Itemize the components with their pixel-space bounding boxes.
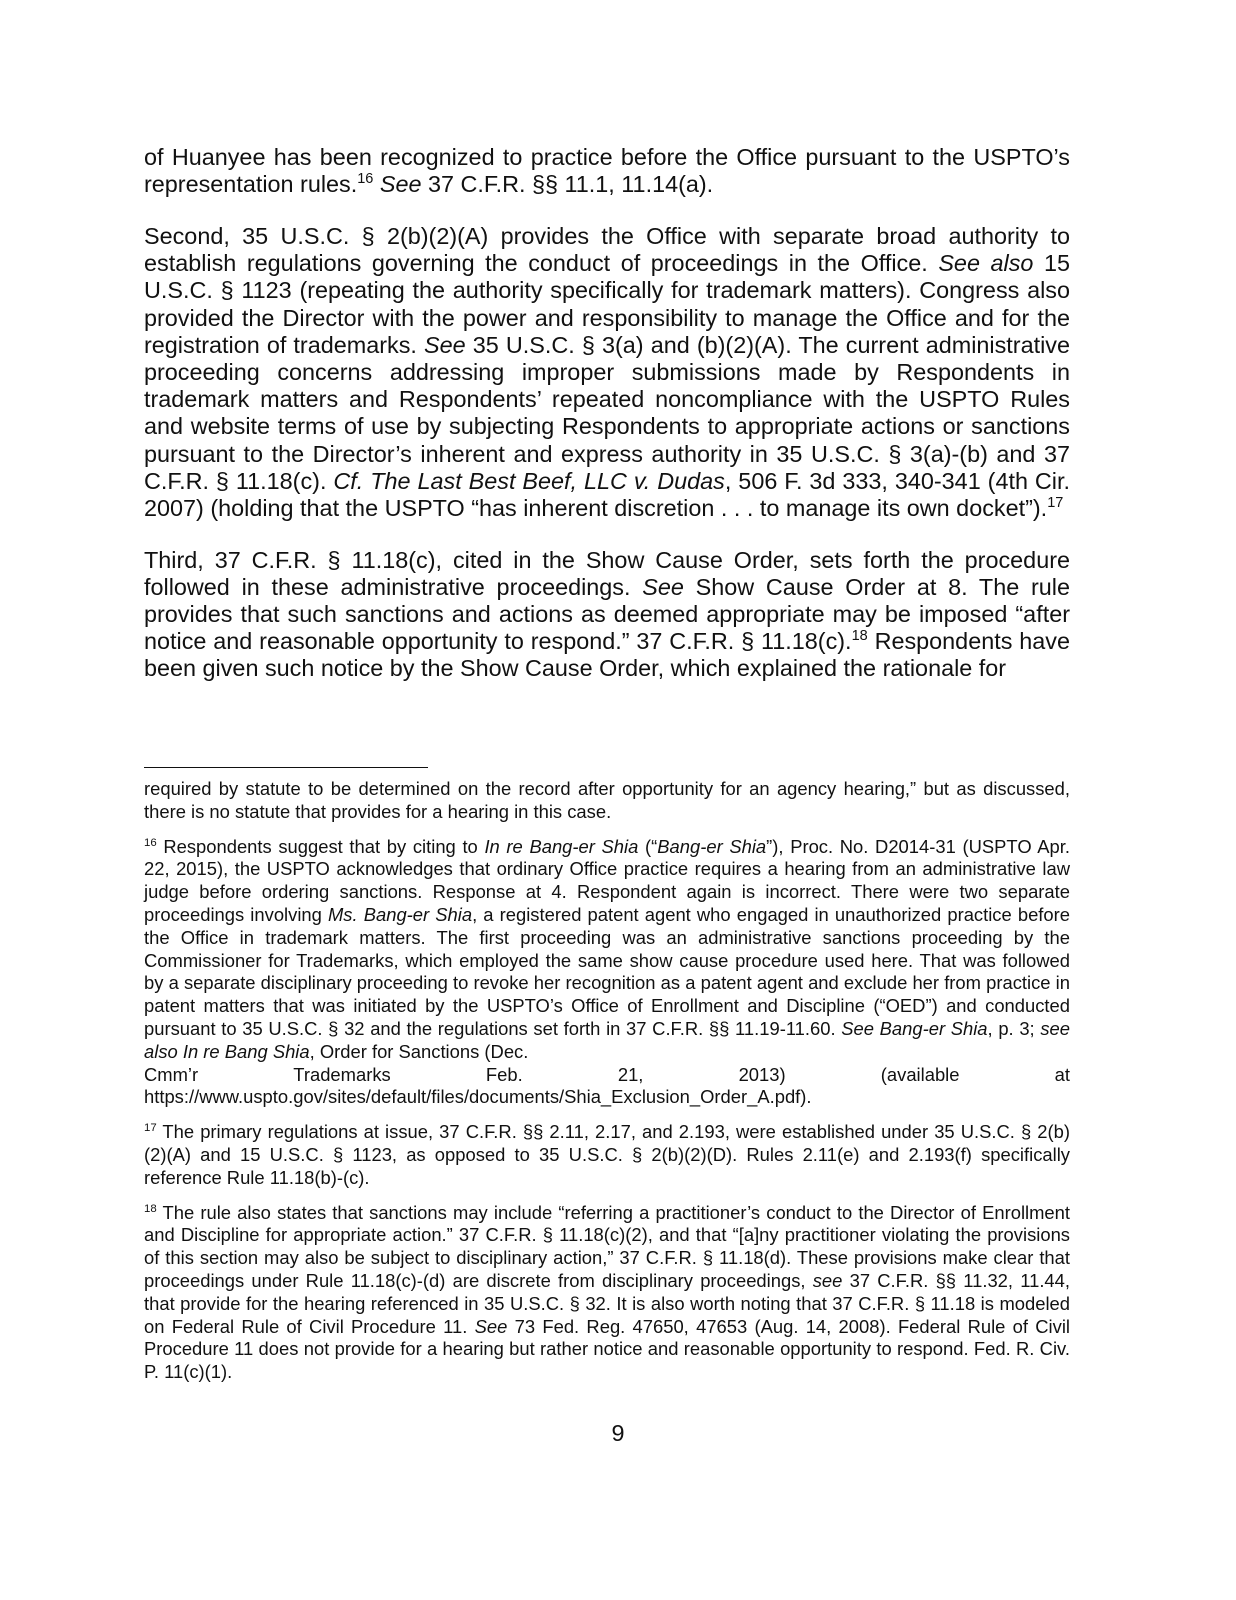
footnote-ref: 18 — [144, 1202, 157, 1215]
footnote-ref: 18 — [851, 628, 868, 645]
paragraph-third — [144, 547, 1070, 683]
footnotes — [144, 778, 1070, 1396]
italic-citation: In re Bang-er Shia — [484, 835, 639, 857]
footnote-ref: 16 — [144, 836, 157, 849]
text-run: of Huanyee has been recognized to practice before the Office pursuant to the USPTO’s representation rules. — [144, 144, 1070, 198]
text-run: Third, 37 C.F.R. § 11.18(c), cited in the Show Cause Order, sets forth the procedure followed in these administrative proceedings. — [144, 546, 1070, 600]
footnote-16 — [144, 836, 1070, 1110]
paragraph-continuation — [144, 144, 1070, 198]
text-run: 37 C.F.R. §§ 11.1, 11.14(a). — [421, 171, 714, 198]
paragraph-second — [144, 223, 1070, 522]
text-run: The primary regulations at issue, 37 C.F.R. §§ 2.11, 2.17, and 2.193, were established under 35 U.S.C. § 2(b)(2)(A) and 15 U.S.C. § 1123, as opposed to 35 U.S.C. § 2(b)(2)(D). Rules 2.11(e) and 2.193(f) specifically reference Rule 11.18(b)-(c). — [144, 1121, 1070, 1188]
footnote-ref: 17 — [1047, 495, 1064, 512]
footnote-17 — [144, 1121, 1070, 1189]
text-run: 35 U.S.C. § 3(a) and (b)(2)(A). The current administrative proceeding concerns addressing improper submissions made by Respondents in trademark matters and Respondents’ repeated noncompliance with the USPTO Rules and website terms of use by subjecting Respondents to appropriate actions or sanctions pursuant to the Director’s inherent and express authority in 35 U.S.C. § 3(a)-(b) and 37 C.F.R. § 11.18(c). — [144, 331, 1070, 494]
text-run: Show Cause Order at 8. The rule provides that such sanctions and actions as deemed appropriate may be imposed “after notice and reasonable opportunity to respond.” 37 C.F.R. § 11.18(c). — [144, 573, 1070, 655]
text-run: 73 Fed. Reg. 47650, 47653 (Aug. 14, 2008). Federal Rule of Civil Procedure 11 does not provide for a hearing but rather notice and reasonable opportunity to respond. Fed. R. Civ. P. 11(c)(1). — [144, 1315, 1070, 1383]
footnote-ref: 17 — [144, 1122, 157, 1135]
fn16-word: 21, — [617, 1063, 644, 1085]
italic-citation: Ms. Bang-er Shia — [327, 903, 473, 925]
footnote-ref: 16 — [357, 171, 374, 188]
fn16-word: Trademarks — [293, 1063, 391, 1085]
italic-citation: See — [379, 171, 422, 198]
text-run: , 506 F. 3d 333, 340-341 (4th Cir. 2007) (holding that the USPTO “has inherent discretion . . . to manage its own docket”). — [144, 467, 1070, 521]
italic-citation: Bang-er Shia — [657, 835, 767, 857]
text-run: 15 U.S.C. § 1123 (repeating the authority specifically for trademark matters). Congress also provided the Director with the power and responsibility to manage the Office and for the registration of trademarks. — [144, 250, 1070, 358]
italic-citation: See Bang-er Shia — [841, 1017, 988, 1039]
footnote-16-body — [144, 836, 1070, 1064]
text-run: Respondents have been given such notice by the Show Cause Order, which explained the rationale for — [144, 628, 1070, 682]
text-run: required by statute to be determined on the record after opportunity for an agency hearing,” but as discussed, there is no statute that provides for a hearing in this case. — [144, 778, 1070, 822]
text-run: ”), Proc. No. D2014-31 (USPTO Apr. 22, 2015), the USPTO acknowledges that ordinary Office practice requires a hearing from an administrative law judge before ordering sanctions. Response at 4. Respondent again is incorrect. There were two separate proceedings involving — [144, 835, 1070, 925]
fn16-word: Feb. — [485, 1063, 523, 1085]
fn16-word: Cmm’r — [144, 1063, 199, 1085]
text-run: The rule also states that sanctions may include “referring a practitioner’s conduct to the Director of Enrollment and Discipline for appropriate action.” 37 C.F.R. § 11.18(c)(2), and that “[a]ny practitioner violating the provisions of this section may also be subject to disciplinary action,” 37 C.F.R. § 11.18(d). These provisions make clear that proceedings under Rule 11.18(c)-(d) are discrete from disciplinary proceedings, — [144, 1201, 1070, 1291]
italic-citation: See — [642, 573, 684, 600]
main-text — [144, 144, 1070, 707]
fn16-word: (available — [880, 1063, 960, 1085]
fn16-word: 2013) — [738, 1063, 786, 1085]
page-number: 9 — [611, 1420, 625, 1446]
text-run: Respondents suggest that by citing to — [156, 835, 485, 857]
fn16-word: at — [1054, 1063, 1070, 1085]
text-run: , Order for Sanctions (Dec. — [309, 1040, 529, 1062]
text-run: , p. 3; — [987, 1017, 1041, 1039]
text-run: 37 C.F.R. §§ 11.32, 11.44, that provide for the hearing referenced in 35 U.S.C. § 32. It is also worth noting that 37 C.F.R. § 11.18 is modeled on Federal Rule of Civil Procedure 11. — [144, 1269, 1070, 1337]
italic-citation: See — [424, 331, 466, 358]
text-run: (“ — [638, 835, 658, 857]
footnote-16-spread-line — [144, 1064, 1070, 1087]
footnote-continued — [144, 778, 1070, 824]
italic-citation: see also In re Bang Shia — [144, 1017, 1070, 1062]
footnote-separator — [144, 767, 428, 768]
footnote-18 — [144, 1202, 1070, 1384]
italic-citation: See — [474, 1315, 508, 1337]
italic-citation: see — [812, 1269, 843, 1291]
text-run: Second, 35 U.S.C. § 2(b)(2)(A) provides the Office with separate broad authority to establish regulations governing the conduct of proceedings in the Office. — [144, 222, 1070, 277]
text-run: , a registered patent agent who engaged in unauthorized practice before the Office in trademark matters. The first proceeding was an administrative sanctions proceeding by the Commissioner for Trademarks, which employed the same show cause procedure used here. That was followed by a separate disciplinary proceeding to revoke her recognition as a patent agent and exclude her from practice in patent matters that was initiated by the USPTO’s Office of Enrollment and Discipline (“OED”) and conducted pursuant to 35 U.S.C. § 32 and the regulations set forth in 37 C.F.R. §§ 11.19-11.60. — [144, 903, 1070, 1039]
footnote-16-url: https://www.uspto.gov/sites/default/files/documents/Shia_Exclusion_Order_A.pdf). — [144, 1086, 812, 1108]
italic-citation: See also — [938, 250, 1034, 277]
italic-citation: Cf. The Last Best Beef, LLC v. Dudas — [333, 467, 725, 494]
